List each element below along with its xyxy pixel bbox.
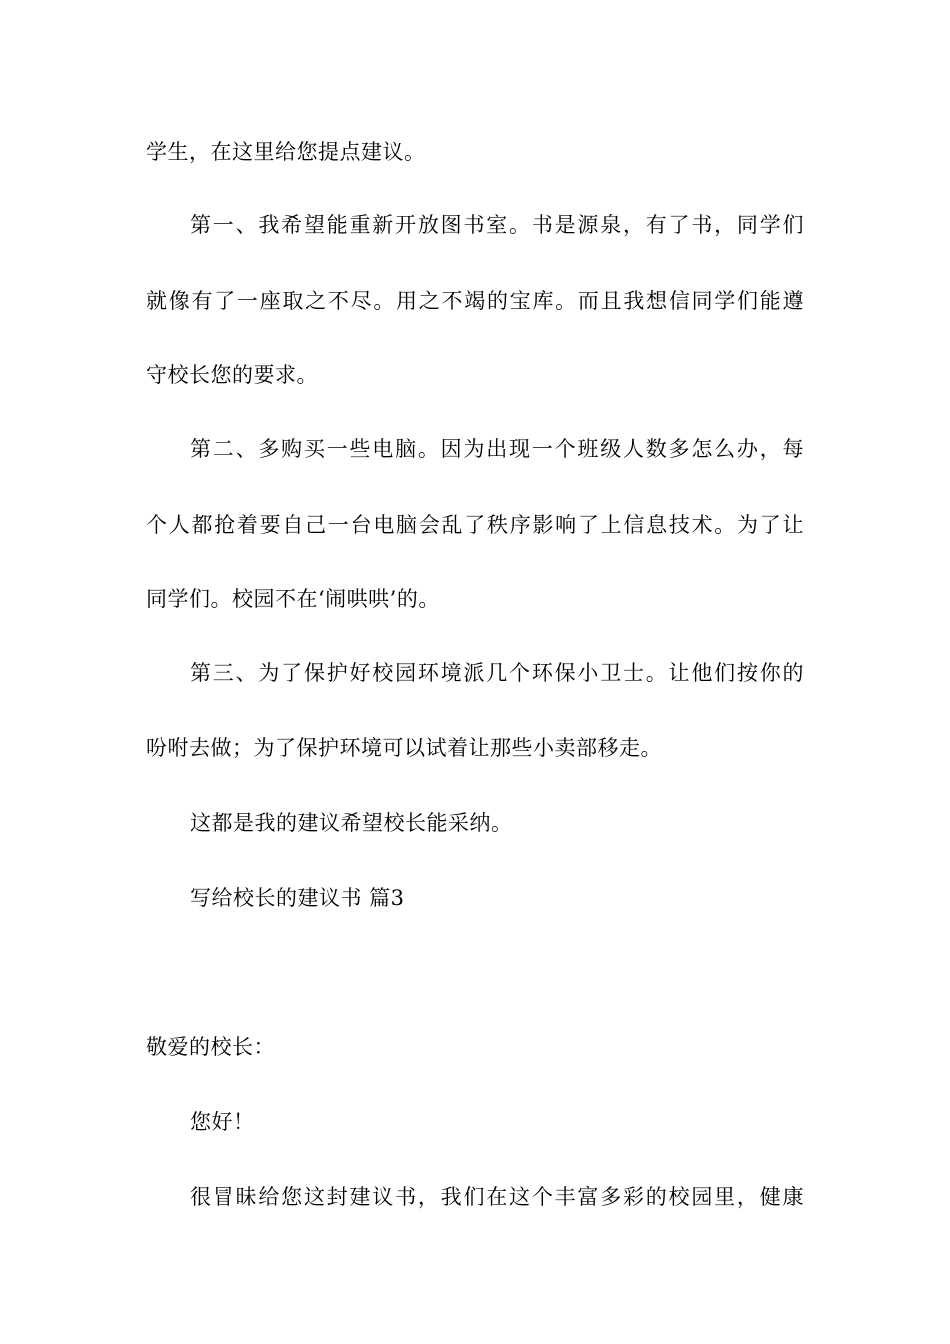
- paragraph-line: 第一、我希望能重新开放图书室。书是源泉，有了书，同学们: [190, 213, 804, 237]
- salutation: 敬爱的校长：: [146, 1035, 275, 1059]
- paragraph-line: 吩咐去做；为了保护环境可以试着让那些小卖部移走。: [146, 736, 662, 760]
- paragraph-line: 就像有了一座取之不尽。用之不竭的宝库。而且我想信同学们能遵: [146, 289, 804, 313]
- paragraph-line: 守校长您的要求。: [146, 363, 318, 387]
- paragraph-line: 很冒昧给您这封建议书，我们在这个丰富多彩的校园里，健康: [190, 1185, 804, 1209]
- paragraph-line: 学生，在这里给您提点建议。: [146, 140, 426, 164]
- paragraph-line: 个人都抢着要自己一台电脑会乱了秩序影响了上信息技术。为了让: [146, 513, 804, 537]
- paragraph-line: 第三、为了保护好校园环境派几个环保小卫士。让他们按你的: [190, 661, 804, 685]
- paragraph-line: 同学们。校园不在‘闹哄哄’的。: [146, 587, 440, 611]
- paragraph-line: 这都是我的建议希望校长能采纳。: [190, 811, 513, 835]
- paragraph-line: 第二、多购买一些电脑。因为出现一个班级人数多怎么办，每: [190, 437, 804, 461]
- greeting: 您好！: [190, 1110, 255, 1134]
- section-heading: 写给校长的建议书 篇3: [190, 886, 405, 910]
